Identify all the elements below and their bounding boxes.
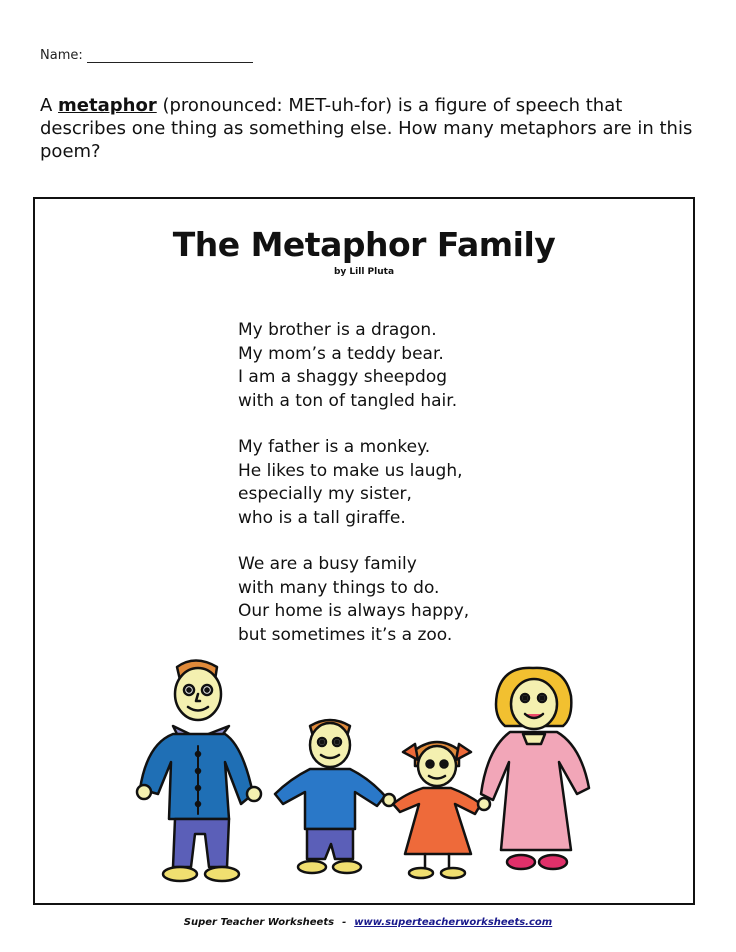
poem-line: I am a shaggy sheepdog xyxy=(238,367,448,387)
poem-line: with a ton of tangled hair. xyxy=(238,390,458,411)
page-footer xyxy=(0,917,736,928)
poem-box xyxy=(33,197,695,905)
intro-paragraph xyxy=(40,94,700,163)
poem-title: The Metaphor Family xyxy=(172,225,556,264)
footer-separator: - xyxy=(342,917,347,928)
intro-rest: (pronounced: MET-uh-for) is a figure of speech that describes one thing as something else. How many metaphors are in this poem? xyxy=(40,95,693,162)
poem-author: by Lill Pluta xyxy=(333,267,395,277)
poem-line: who is a tall giraffe. xyxy=(238,507,406,528)
father-figure xyxy=(137,661,261,882)
name-field xyxy=(40,48,253,63)
name-label: Name: xyxy=(40,48,83,63)
poem-line: with many things to do. xyxy=(238,577,440,598)
footer-brand: Super Teacher Worksheets xyxy=(183,917,335,928)
boy-figure xyxy=(275,720,395,873)
footer-url-link[interactable]: www.superteacherworksheets.com xyxy=(354,917,553,928)
poem-line: My brother is a dragon. xyxy=(238,320,437,340)
girl-figure xyxy=(393,742,490,878)
name-blank-line[interactable] xyxy=(87,50,253,63)
mom-figure xyxy=(481,668,589,869)
stanza-2 xyxy=(238,436,469,530)
poem-line: We are a busy family xyxy=(238,554,417,574)
poem-line: My mom’s a teddy bear. xyxy=(238,343,444,364)
poem-line: Our home is always happy, xyxy=(238,601,470,621)
stanza-1 xyxy=(238,319,469,413)
intro-prefix: A xyxy=(40,95,59,116)
poem-line: My father is a monkey. xyxy=(238,437,431,457)
stanza-3 xyxy=(238,553,469,647)
poem-line: especially my sister, xyxy=(238,484,412,504)
intro-term: metaphor xyxy=(58,95,157,116)
family-holding-hands-icon xyxy=(125,654,615,894)
poem-line: but sometimes it’s a zoo. xyxy=(238,624,453,645)
poem-line: He likes to make us laugh, xyxy=(238,460,463,481)
poem-stanzas xyxy=(238,319,469,670)
